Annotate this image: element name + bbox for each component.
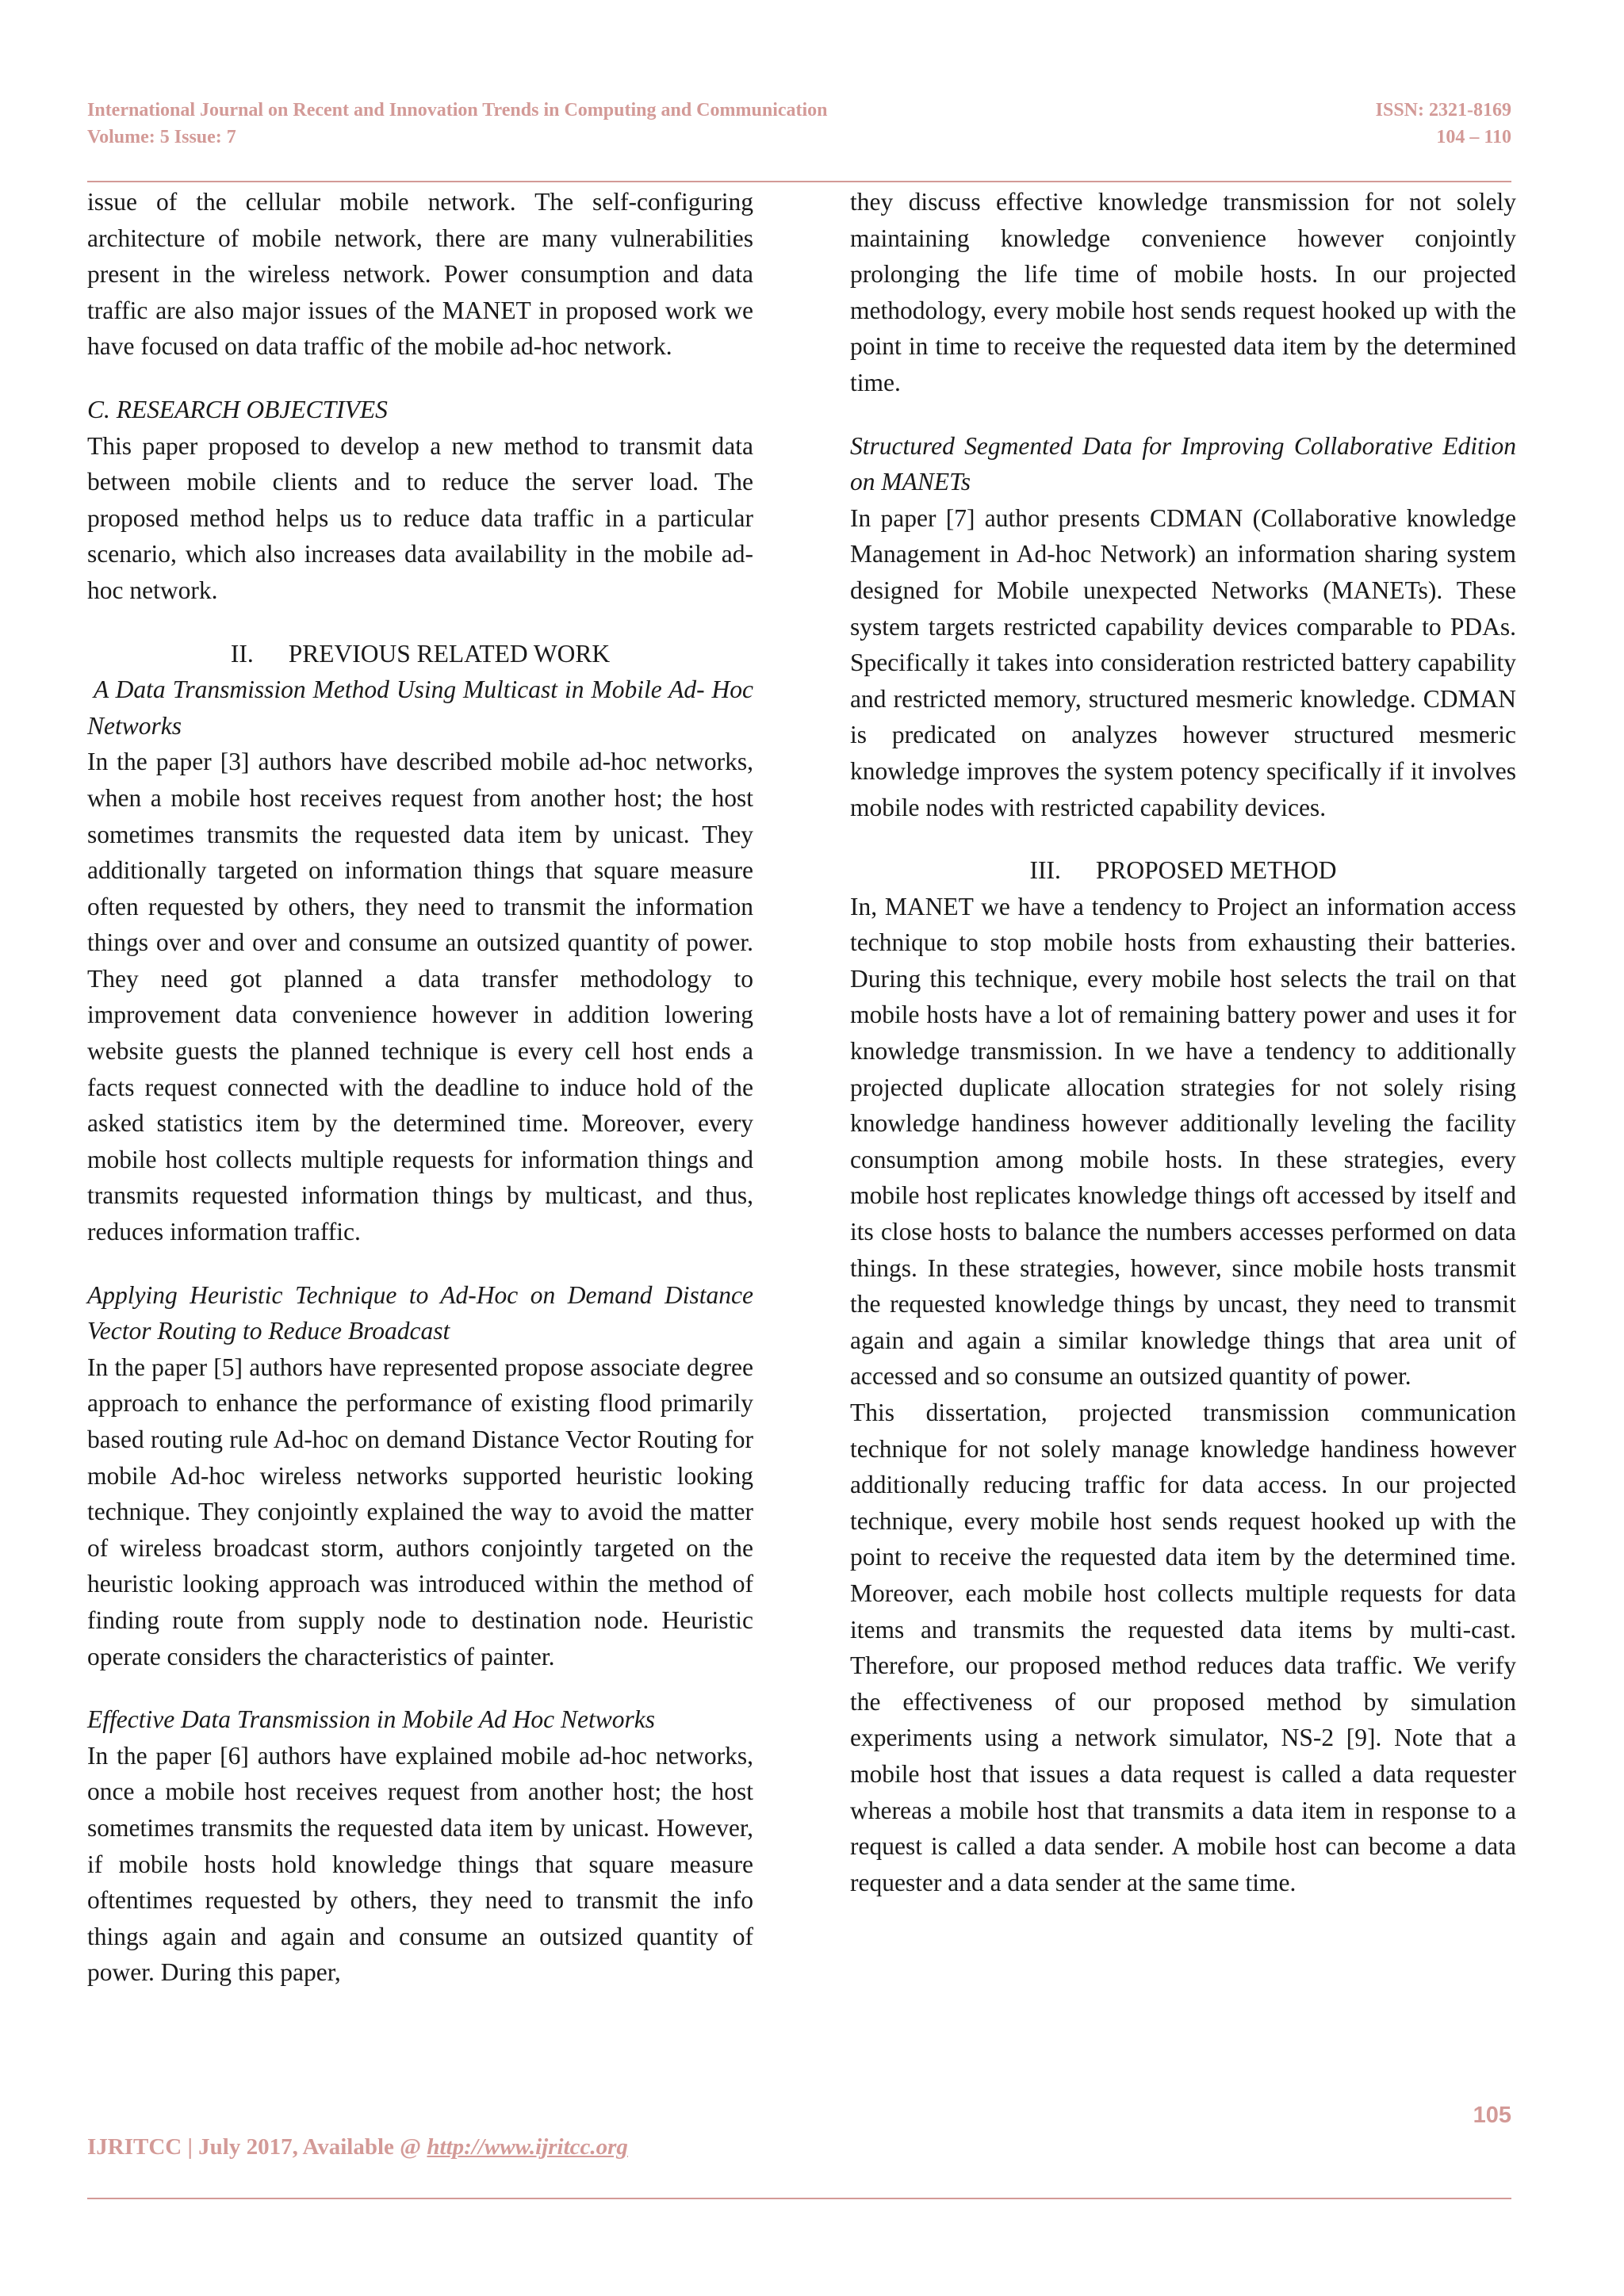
journal-title: International Journal on Recent and Innovation Trends in Computing and Communication [87, 100, 828, 121]
proposed-paragraph-2: This dissertation, projected transmission communication technique for not solely manage knowledge handiness however additionally reducing traffic for data access. In our projected technique, every mobile host sends request hooked up with the point to receive the requested data item by the determined time. Moreover, each mobile host collects multiple requests for data items and transmits the requested data items by multi-cast. Therefore, our proposed method reduces data traffic. We verify the effectiveness of our proposed method by simulation experiments using a network simulator, NS-2 [9]. Note that a mobile host that issues a data request is called a data requester whereas a mobile host that transmits a data item in response to a request is called a data sender. A mobile host can become a data requester and a data sender at the same time. [850, 1399, 1516, 1896]
subsection-title-heuristic: Applying Heuristic Technique to Ad-Hoc on Demand Distance Vector Routing to Reduce Broadcast [87, 1280, 753, 1345]
research-objectives-heading: C. RESEARCH OBJECTIVES [87, 395, 388, 423]
section-title: PROPOSED METHOD [1095, 856, 1337, 885]
subsection-text-effective-transmission: In the paper [6] authors have explained mobile ad-hoc networks, once a mobile host receives request from another host; the host sometimes transmits the requested data item by unicast. However, if mobile hosts hold knowledge things that square measure oftentimes requested by others, they need to transmit the info things again and again and consume an outsized quantity of power. During this paper, [87, 1741, 753, 1987]
section-number: II. [230, 639, 254, 668]
section-number: III. [1029, 856, 1061, 885]
left-column [87, 184, 753, 1991]
subsection-title-structured-data: Structured Segmented Data for Improving Collaborative Edition on MANETs [850, 431, 1516, 496]
continuation-paragraph: they discuss effective knowledge transmission for not solely maintaining knowledge convenience however conjointly prolonging the life time of mobile hosts. In our projected methodology, every mobile host sends request hooked up with the point in time to receive the requested data item by the determined time. [850, 188, 1516, 396]
header-row-2 [87, 124, 1511, 151]
volume-issue: Volume: 5 Issue: 7 [87, 127, 236, 147]
page-footer [87, 2134, 628, 2160]
page-header [87, 97, 1511, 151]
subsection-text-structured-data: In paper [7] author presents CDMAN (Collaborative knowledge Management in Ad-hoc Network) an information sharing system designed for Mobile unexpected Networks (MANETs). These system targets restricted capability devices comparable to PDAs. Specifically it takes into consideration restricted battery capability and restricted memory, structured mesmeric knowledge. CDMAN is predicated on analyzes however structured mesmeric knowledge improves the system potency specifically if it involves mobile nodes with restricted capability devices. [850, 503, 1516, 821]
header-divider [87, 181, 1511, 182]
footer-text: IJRITCC | July 2017, Available @ [87, 2134, 427, 2160]
subsection-text-heuristic: In the paper [5] authors have represented propose associate degree approach to enhance the performance of existing flood primarily based routing rule Ad-hoc on demand Distance Vector Routing for mobile Ad-hoc wireless networks supported heuristic looking technique. They conjointly explained the way to avoid the matter of wireless broadcast storm, authors conjointly targeted on the heuristic looking approach was introduced within the method of finding route from supply node to destination node. Heuristic operate considers the characteristics of painter. [87, 1353, 753, 1670]
section-heading-previous-work [87, 636, 753, 672]
section-title: PREVIOUS RELATED WORK [288, 639, 611, 668]
subsection-title-effective-transmission: Effective Data Transmission in Mobile Ad Hoc Networks [87, 1705, 655, 1734]
spacer [87, 365, 753, 392]
issn: ISSN: 2321-8169 [1375, 100, 1511, 121]
page-number: 105 [1473, 2103, 1511, 2128]
research-objectives-text: This paper proposed to develop a new method to transmit data between mobile clients and to reduce the server load. The proposed method helps us to reduce data traffic in a particular scenario, which also increases data availability in the mobile ad-hoc network. [87, 431, 753, 604]
page-range: 104 – 110 [1436, 127, 1511, 147]
header-row-1 [87, 97, 1511, 124]
proposed-paragraph-1: In, MANET we have a tendency to Project an information access technique to stop mobile hosts from exhausting their batteries. During this technique, every mobile host selects the trail on that mobile hosts have a lot of remaining battery power and uses it for knowledge transmission. In we have a tendency to additionally projected duplicate allocation strategies for not solely rising knowledge handiness however additionally leveling the facility consumption among mobile hosts. In these strategies, every mobile host replicates knowledge things oft accessed by itself and its close hosts to balance the numbers accesses performed on data things. In these strategies, however, since mobile hosts transmit the requested knowledge things by uncast, they need to transmit again and again a similar knowledge things that area unit of accessed and so consume an outsized quantity of power. [850, 892, 1516, 1391]
spacer [850, 401, 1516, 428]
footer-divider [87, 2198, 1511, 2199]
section-heading-proposed-method [850, 852, 1516, 889]
spacer [87, 1250, 753, 1277]
spacer [850, 825, 1516, 852]
intro-paragraph: issue of the cellular mobile network. The self-configuring architecture of mobile network, there are many vulnerabilities present in the wireless network. Power consumption and data traffic are also major issues of the MANET in proposed work we have focused on data traffic of the mobile ad-hoc network. [87, 188, 753, 361]
spacer [87, 1674, 753, 1701]
journal-website-link[interactable]: http://www.ijritcc.org [427, 2134, 628, 2160]
subsection-title-multicast: A Data Transmission Method Using Multicast in Mobile Ad- Hoc Networks [87, 675, 753, 740]
subsection-text-multicast: In the paper [3] authors have described mobile ad-hoc networks, when a mobile host receives request from another host; the host sometimes transmits the requested data item by unicast. They additionally targeted on information things that square measure often requested by others, they need to transmit the information things over and over and consume an outsized quantity of power. They need got planned a data transfer methodology to improvement data convenience however in addition lowering website guests the planned technique is every cell host ends a facts request connected with the deadline to induce hold of the asked statistics item by the determined time. Moreover, every mobile host collects multiple requests for information things and transmits requested information things by multicast, and thus, reduces information traffic. [87, 748, 753, 1246]
spacer [87, 609, 753, 636]
right-column [850, 184, 1516, 1900]
